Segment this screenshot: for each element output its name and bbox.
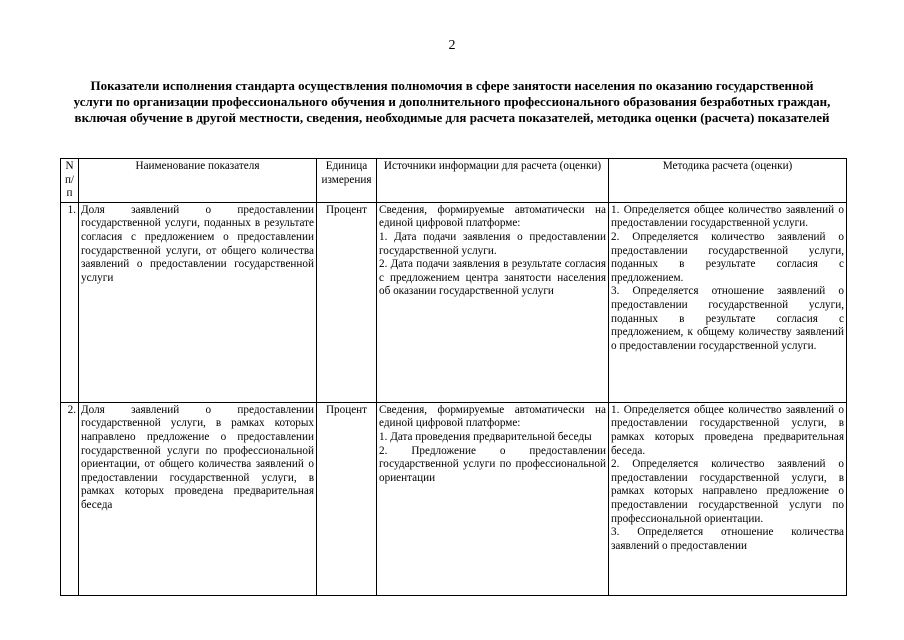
- source-line: 1. Дата подачи заявления о предоставлении государственной услуги.: [379, 230, 606, 257]
- source-line: 2. Предложение о предоставлении государственной услуги по профессиональной ориентации: [379, 444, 606, 484]
- document-title: Показатели исполнения стандарта осуществления полномочия в сфере занятости населения по оказанию государственной услуги по организации профессионального обучения и дополнительного профессионального образования безработных граждан, включая обучение в другой местности, сведения, необходимые для расчета показателей, методика оценки (расчета) показателей: [73, 78, 831, 125]
- table-header-row: [61, 159, 847, 203]
- header-sources: Источники информации для расчета (оценки): [377, 159, 609, 203]
- indicator-name: Доля заявлений о предоставлении государственной услуги, в рамках которых направлено предложение о предоставлении государственной услуги по профессиональной ориентации, от общего количества заявлений о предоставлении государственной услуги, в рамках которых проведена предварительная беседа: [79, 402, 317, 595]
- method-step: 1. Определяется общее количество заявлений о предоставлении государственной услуги.: [611, 203, 844, 230]
- indicator-name: Доля заявлений о предоставлении государственной услуги, поданных в результате согласия с предложением о предоставлении государственной услуги, от общего количества заявлений о предоставлении государственной услуги: [79, 202, 317, 402]
- method-step: 2. Определяется количество заявлений о предоставлении государственной услуги, поданных в результате согласия с предложением.: [611, 230, 844, 284]
- indicator-sources: [377, 202, 609, 402]
- indicators-table: [60, 158, 847, 596]
- source-line: Сведения, формируемые автоматически на единой цифровой платформе:: [379, 203, 606, 230]
- source-line: 2. Дата подачи заявления в результате согласия с предложением центра занятости населения об оказании государственной услуги: [379, 258, 606, 298]
- header-num: N п/п: [61, 159, 79, 203]
- indicator-unit: Процент: [317, 402, 377, 595]
- row-number: 1.: [61, 202, 79, 402]
- method-step: 2. Определяется количество заявлений о предоставлении государственной услуги, в рамках которых направлено предложение о предоставлении государственной услуги по профессиональной ориентации.: [611, 458, 844, 525]
- header-name: Наименование показателя: [79, 159, 317, 203]
- table-row: [61, 202, 847, 402]
- source-line: Сведения, формируемые автоматически на единой цифровой платформе:: [379, 403, 606, 430]
- method-step: 3. Определяется отношение заявлений о предоставлении государственной услуги, поданных в результате согласия с предложением, к общему количеству заявлений о предоставлении государственной услуги.: [611, 285, 844, 352]
- indicator-sources: [377, 402, 609, 595]
- source-line: 1. Дата проведения предварительной беседы: [379, 430, 592, 443]
- indicator-method: [609, 402, 847, 595]
- table-row: [61, 402, 847, 595]
- header-unit: Единица измерения: [317, 159, 377, 203]
- row-number: 2.: [61, 402, 79, 595]
- indicator-unit: Процент: [317, 202, 377, 402]
- page-number: 2: [448, 38, 456, 53]
- indicator-method: [609, 202, 847, 402]
- header-method: Методика расчета (оценки): [609, 159, 847, 203]
- method-step: 1. Определяется общее количество заявлений о предоставлении государственной услуги, в рамках которых проведена предварительная беседа.: [611, 403, 844, 457]
- method-step: 3. Определяется отношение количества заявлений о предоставлении: [611, 526, 844, 552]
